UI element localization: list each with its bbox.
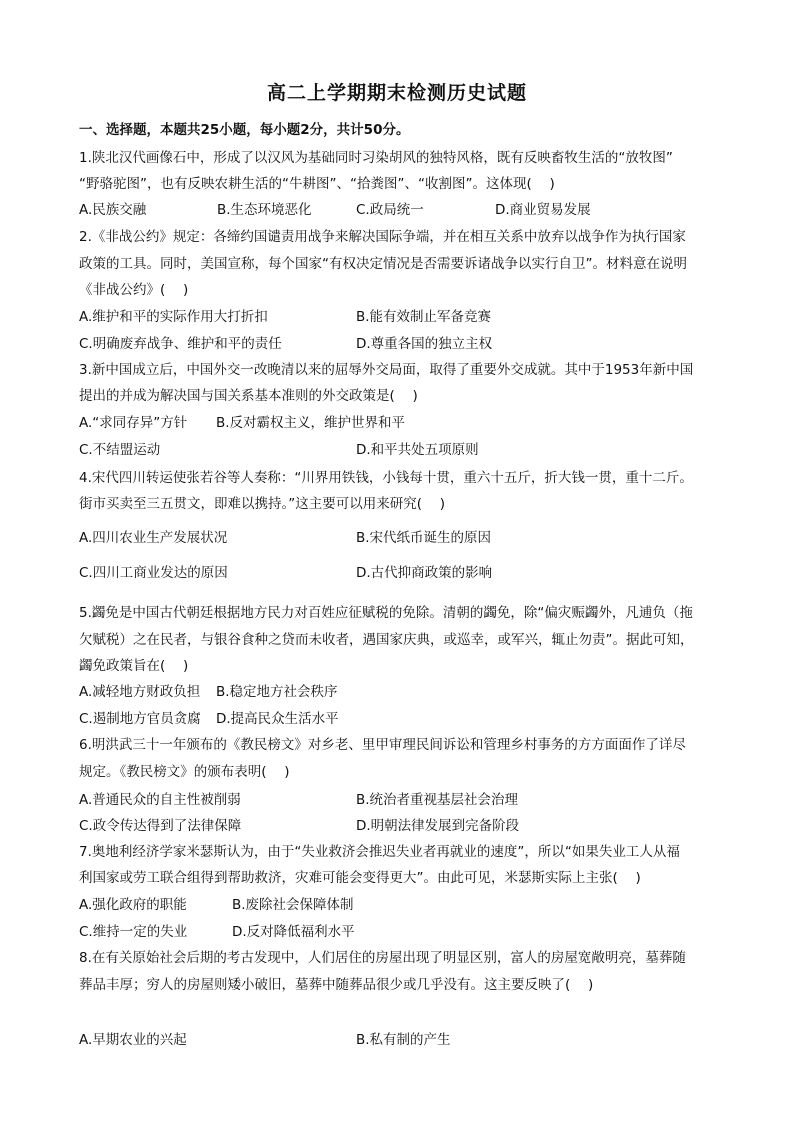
q7-option-a: A.强化政府的职能 <box>79 897 187 913</box>
question-8-line-1: 8.在有关原始社会后期的考古发现中，人们居住的房屋出现了明显区别，富人的房屋宽敞明亮，墓葬随 <box>79 950 686 966</box>
page-title: 高二上学期期末检测历史试题 <box>266 82 527 104</box>
question-3-line-1: 3.新中国成立后，中国外交一改晚清以来的屈辱外交局面，取得了重要外交成就。其中于1953年新中国 <box>79 362 694 378</box>
q2-option-d: D.尊重各国的独立主权 <box>356 336 493 352</box>
section-heading: 一、选择题，本题共25小题，每小题2分，共计50分。 <box>79 122 410 138</box>
question-6-line-1: 6.明洪武三十一年颁布的《教民榜文》对乡老、里甲审理民间诉讼和管理乡村事务的方方面面作了详尽 <box>79 737 686 753</box>
q1-option-d: D.商业贸易发展 <box>495 202 591 218</box>
q1-option-b: B.生态环境恶化 <box>217 202 312 218</box>
q4-option-a: A.四川农业生产发展状况 <box>79 530 228 546</box>
q7-option-b: B.废除社会保障体制 <box>232 897 354 913</box>
question-3-line-2: 提出的并成为解决国与国关系基本准则的外交政策是( ) <box>79 388 418 404</box>
q2-option-b: B.能有效制止军备竞赛 <box>356 309 492 325</box>
q8-option-b: B.私有制的产生 <box>356 1032 451 1048</box>
q6-option-a: A.普通民众的自主性被削弱 <box>79 792 241 808</box>
q6-option-c: C.政令传达得到了法律保障 <box>79 818 242 834</box>
question-8-line-2: 葬品丰厚；穷人的房屋则矮小破旧，墓葬中随葬品很少或几乎没有。这主要反映了( ) <box>79 977 594 993</box>
q1-option-a: A.民族交融 <box>79 202 147 218</box>
q7-option-c: C.维持一定的失业 <box>79 924 188 940</box>
q5-option-d: D.提高民众生活水平 <box>216 711 339 727</box>
q3-option-b: B.反对霸权主义，维护世界和平 <box>216 415 406 431</box>
question-5-line-3: 蠲免政策旨在( ) <box>79 658 189 674</box>
q2-option-a: A.维护和平的实际作用大打折扣 <box>79 309 268 325</box>
question-2-line-2: 政策的工具。同时，美国宣称，每个国家“有权决定情况是否需要诉诸战争以实行自卫”。材料意在说明 <box>79 256 687 272</box>
question-7-line-1: 7.奥地利经济学家米瑟斯认为，由于“失业救济会推迟失业者再就业的速度”，所以“如果失业工人从福 <box>79 844 680 860</box>
q8-option-a: A.早期农业的兴起 <box>79 1032 187 1048</box>
q5-option-c: C.遏制地方官员贪腐 <box>79 711 201 727</box>
question-4-line-1: 4.宋代四川转运使张若谷等人奏称：“川界用铁钱，小钱每十贯，重六十五斤，折大钱一贯，重十二斤。 <box>79 470 693 486</box>
question-7-line-2: 利国家或劳工联合组得到帮助救济，灾难可能会变得更大”。由此可见，米瑟斯实际上主张( ) <box>79 870 641 886</box>
question-2-line-1: 2.《非战公约》规定：各缔约国谴责用战争来解决国际争端，并在相互关系中放弃以战争作为执行国家 <box>79 229 686 245</box>
q1-option-c: C.政局统一 <box>356 202 424 218</box>
question-5-line-1: 5.蠲免是中国古代朝廷根据地方民力对百姓应征赋税的免除。清朝的蠲免，除“偏灾赈蠲外，凡逋负（拖 <box>79 605 693 621</box>
question-1-line-1: 1.陕北汉代画像石中，形成了以汉风为基础同时习染胡风的独特风格，既有反映畜牧生活的“放牧图” <box>79 150 673 166</box>
question-6-line-2: 规定。《教民榜文》的颁布表明( ) <box>79 764 290 780</box>
q6-option-b: B.统治者重视基层社会治理 <box>356 792 519 808</box>
question-4-line-2: 街市买卖至三五贯文，即难以携持。”这主要可以用来研究( ) <box>79 496 446 512</box>
q2-option-c: C.明确废弃战争、维护和平的责任 <box>79 336 282 352</box>
q4-option-b: B.宋代纸币诞生的原因 <box>356 530 492 546</box>
q7-option-d: D.反对降低福利水平 <box>232 924 355 940</box>
q3-option-a: A.“求同存异”方针 <box>79 415 188 431</box>
q6-option-d: D.明朝法律发展到完备阶段 <box>356 818 520 834</box>
q4-option-c: C.四川工商业发达的原因 <box>79 565 228 581</box>
q3-option-d: D.和平共处五项原则 <box>356 442 479 458</box>
q4-option-d: D.古代抑商政策的影响 <box>356 565 493 581</box>
question-1-line-2: “野骆驼图”，也有反映农耕生活的“牛耕图”、“拾粪图”、“收割图”。这体现( ) <box>79 176 555 192</box>
q5-option-b: B.稳定地方社会秩序 <box>216 684 338 700</box>
question-2-line-3: 《非战公约》( ) <box>79 282 189 298</box>
q3-option-c: C.不结盟运动 <box>79 442 161 458</box>
question-5-line-2: 欠赋税）之在民者，与银谷食种之贷而未收者，遇国家庆典，或巡幸，或军兴，辄止勿责”。据此可知， <box>79 632 694 648</box>
q5-option-a: A.减轻地方财政负担 <box>79 684 201 700</box>
